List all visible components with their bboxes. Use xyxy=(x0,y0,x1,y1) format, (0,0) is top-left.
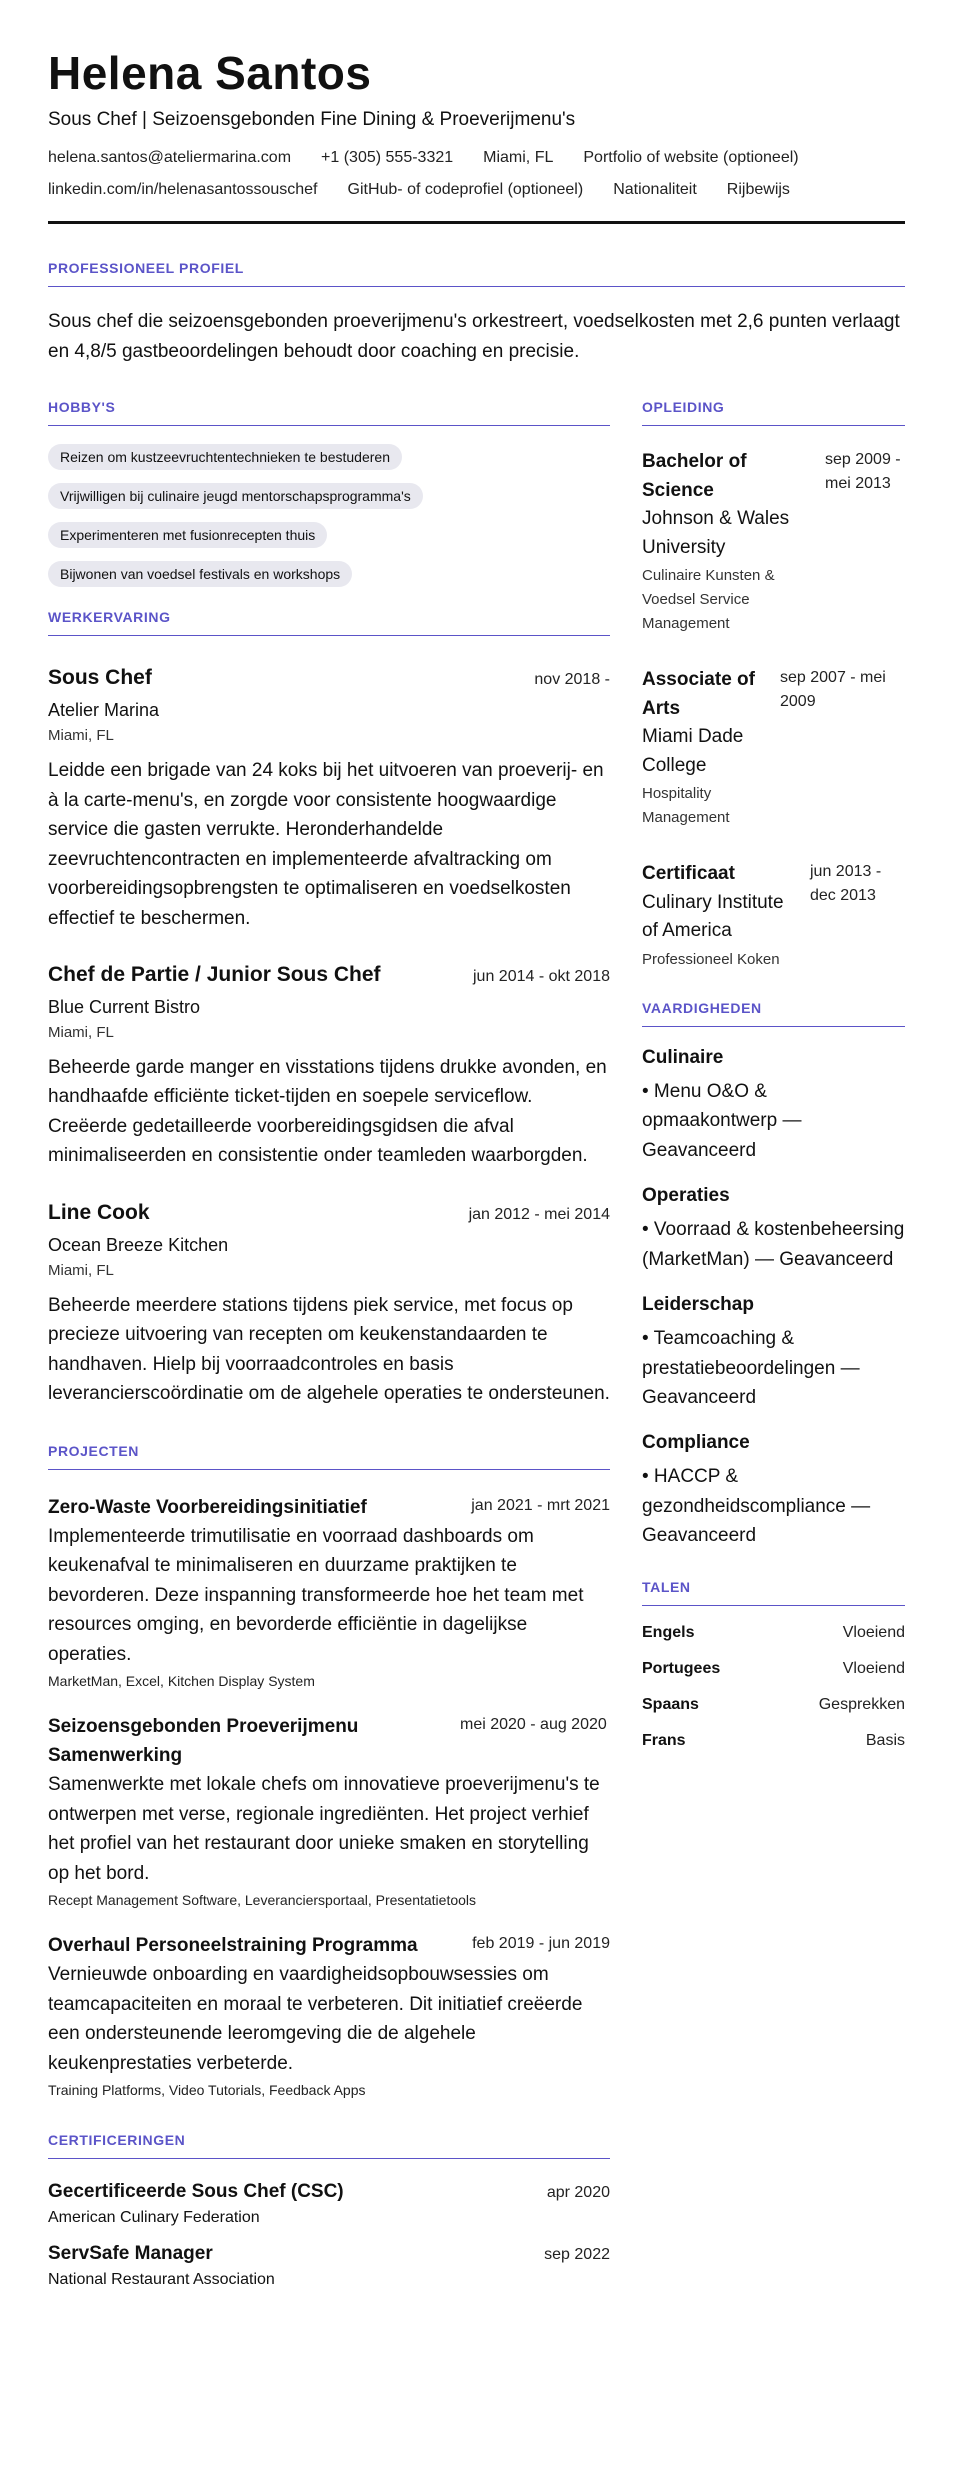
language-name: Spaans xyxy=(642,1695,699,1713)
certification-title: ServSafe Manager xyxy=(48,2243,213,2265)
hobby-chip: Experimenteren met fusionrecepten thuis xyxy=(48,522,327,548)
contact-row-2 xyxy=(48,181,905,199)
education-date: jun 2013 - dec 2013 xyxy=(810,863,882,905)
projects-section xyxy=(48,1443,610,2099)
two-column-layout xyxy=(48,399,905,2289)
language-name: Portugees xyxy=(642,1659,721,1677)
contact-location: Miami, FL xyxy=(483,148,554,166)
side-column xyxy=(642,399,905,2289)
job-entry xyxy=(48,963,610,1171)
project-date: jan 2021 - mrt 2021 xyxy=(471,1496,610,1514)
hobby-chip: Reizen om kustzeevruchtentechnieken te bestuderen xyxy=(48,444,402,470)
education-date: sep 2007 - mei 2009 xyxy=(780,669,886,711)
section-title-projects: PROJECTEN xyxy=(48,1443,610,1470)
hobby-chip: Bijwonen van voedsel festivals en workshops xyxy=(48,561,352,587)
job-entry xyxy=(48,666,610,933)
language-name: Engels xyxy=(642,1623,695,1641)
skill-item: • Voorraad & kostenbeheersing (MarketMan) — Geavanceerd xyxy=(642,1219,905,1270)
language-level: Vloeiend xyxy=(842,1623,905,1641)
contact-row-1 xyxy=(48,149,905,167)
certifications-section xyxy=(48,2132,610,2289)
job-company: Atelier Marina xyxy=(48,700,160,721)
project-tools: Training Platforms, Video Tutorials, Feedback Apps xyxy=(48,2082,366,2099)
language-row xyxy=(642,1696,905,1714)
hobbies-section xyxy=(48,399,610,587)
certification-date: apr 2020 xyxy=(546,2184,610,2202)
contact-nationality: Nationaliteit xyxy=(613,180,697,198)
section-title-skills: VAARDIGHEDEN xyxy=(642,1000,905,1027)
skill-group-name: Leiderschap xyxy=(642,1294,754,1316)
profile-section xyxy=(48,260,905,368)
certification-entry xyxy=(48,2181,610,2227)
education-degree: Associate of Arts xyxy=(642,669,755,719)
contact-github[interactable]: GitHub- of codeprofiel (optioneel) xyxy=(347,180,584,198)
header-divider xyxy=(48,221,905,224)
candidate-name: Helena Santos xyxy=(48,47,372,99)
section-title-hobbies: HOBBY'S xyxy=(48,399,610,426)
section-title-profile: PROFESSIONEEL PROFIEL xyxy=(48,260,905,287)
certification-issuer: American Culinary Federation xyxy=(48,2209,260,2227)
project-description: Implementeerde trimutilisatie en voorraad dashboards om keukenafval te minimaliseren en duurzame praktijken te bevorderen. Deze inspanning transformeerde hoe het team met resources omging, en bevorderde efficiëntie in dagelijkse operaties. xyxy=(48,1526,584,1665)
education-entry xyxy=(642,860,905,972)
skill-group xyxy=(642,1185,905,1274)
candidate-headline: Sous Chef | Seizoensgebonden Fine Dining & Proeverijmenu's xyxy=(48,108,576,130)
education-field: Professioneel Koken xyxy=(642,950,780,968)
contact-drivers-license: Rijbewijs xyxy=(726,180,790,198)
project-title: Overhaul Personeelstraining Programma xyxy=(48,1934,418,1956)
contact-linkedin[interactable]: linkedin.com/in/helenasantossouschef xyxy=(48,180,318,198)
project-entry xyxy=(48,1494,610,1690)
skill-group xyxy=(642,1294,905,1412)
skill-group-name: Culinaire xyxy=(642,1046,724,1068)
job-entry xyxy=(48,1201,610,1409)
job-location: Miami, FL xyxy=(48,1261,114,1279)
skill-group xyxy=(642,1432,905,1550)
skill-item: • Menu O&O & opmaakontwerp — Geavanceerd xyxy=(642,1080,802,1161)
project-title: Zero-Waste Voorbereidingsinitiatief xyxy=(48,1496,367,1518)
hobby-chip: Vrijwilligen bij culinaire jeugd mentorschapsprogramma's xyxy=(48,483,423,509)
project-date: mei 2020 - aug 2020 xyxy=(460,1716,607,1734)
job-date: jan 2012 - mei 2014 xyxy=(468,1205,610,1223)
project-tools: Recept Management Software, Leveranciersportaal, Presentatietools xyxy=(48,1891,477,1908)
job-location: Miami, FL xyxy=(48,1024,114,1041)
education-school: Miami Dade College xyxy=(642,726,744,776)
job-description: Beheerde garde manger en visstations tijdens drukke avonden, en handhaafde efficiënte ticket-tijden en soepele serviceflow. Creëerde gedetailleerde voorbereidingsgidsen die afval minimaliseerden en consistentie onder teamleden waarborgden. xyxy=(48,1057,607,1167)
section-title-certifications: CERTIFICERINGEN xyxy=(48,2132,610,2159)
skill-item: • Teamcoaching & prestatiebeoordelingen — Geavanceerd xyxy=(642,1328,860,1408)
education-school: Culinary Institute of America xyxy=(642,891,784,942)
project-entry xyxy=(48,1932,610,2098)
job-title: Chef de Partie / Junior Sous Chef xyxy=(48,963,381,986)
language-row xyxy=(642,1624,905,1642)
project-title: Seizoensgebonden Proeverijmenu Samenwerking xyxy=(48,1716,359,1766)
profile-summary: Sous chef die seizoensgebonden proeverijmenu's orkestreert, voedselkosten met 2,6 punten verlaagt en 4,8/5 gastbeoordelingen behoudt door coaching en precisie. xyxy=(48,310,900,362)
section-title-experience: WERKERVARING xyxy=(48,609,610,636)
project-tools: MarketMan, Excel, Kitchen Display System xyxy=(48,1673,315,1690)
job-date: nov 2018 - xyxy=(534,671,610,689)
skill-group xyxy=(642,1047,905,1165)
contact-phone: +1 (305) 555-3321 xyxy=(321,148,454,166)
hobby-list xyxy=(48,444,610,587)
project-description: Samenwerkte met lokale chefs om innovatieve proeverijmenu's te ontwerpen met verse, regionale ingrediënten. Het project verhief het profiel van het restaurant door unieke smaken en storytelling op het bord. xyxy=(48,1774,600,1884)
job-location: Miami, FL xyxy=(48,727,114,745)
certification-date: sep 2022 xyxy=(544,2246,610,2264)
language-name: Frans xyxy=(642,1731,686,1749)
education-field: Culinaire Kunsten & Voedsel Service Management xyxy=(642,567,775,633)
languages-section xyxy=(642,1579,905,1750)
education-degree: Certificaat xyxy=(642,863,735,885)
language-level: Basis xyxy=(865,1731,905,1749)
job-company: Ocean Breeze Kitchen xyxy=(48,1234,229,1255)
section-title-education: OPLEIDING xyxy=(642,399,905,426)
education-entry xyxy=(642,666,905,830)
education-section xyxy=(642,399,905,972)
job-company: Blue Current Bistro xyxy=(48,997,201,1017)
language-level: Gesprekken xyxy=(818,1695,905,1713)
skills-section xyxy=(642,1000,905,1551)
education-degree: Bachelor of Science xyxy=(642,451,747,501)
education-entry xyxy=(642,448,905,636)
main-column xyxy=(48,399,610,2289)
certification-title: Gecertificeerde Sous Chef (CSC) xyxy=(48,2181,344,2203)
project-date: feb 2019 - jun 2019 xyxy=(472,1934,610,1952)
education-date: sep 2009 - mei 2013 xyxy=(825,451,901,493)
education-field: Hospitality Management xyxy=(642,785,730,827)
project-entry xyxy=(48,1713,610,1908)
certification-issuer: National Restaurant Association xyxy=(48,2271,275,2289)
education-school: Johnson & Wales University xyxy=(642,508,790,558)
language-row xyxy=(642,1732,905,1750)
skill-group-name: Compliance xyxy=(642,1432,750,1454)
skill-group-name: Operaties xyxy=(642,1185,730,1207)
job-description: Beheerde meerdere stations tijdens piek service, met focus op precieze uitvoering van recepten om keukenstandaarden te handhaven. Hielp bij voorraadcontroles en basis leverancierscoördinatie om de algehele operaties te ondersteunen. xyxy=(48,1294,610,1405)
contact-portfolio[interactable]: Portfolio of website (optioneel) xyxy=(583,148,799,166)
language-row xyxy=(642,1660,905,1678)
resume-header xyxy=(48,48,905,224)
contact-email[interactable]: helena.santos@ateliermarina.com xyxy=(48,148,292,166)
experience-section xyxy=(48,609,610,1408)
section-title-languages: TALEN xyxy=(642,1579,905,1606)
job-title: Sous Chef xyxy=(48,666,152,690)
job-date: jun 2014 - okt 2018 xyxy=(473,968,610,985)
job-title: Line Cook xyxy=(48,1200,150,1224)
job-description: Leidde een brigade van 24 koks bij het uitvoeren van proeverij- en à la carte-menu's, en zorgde voor consistente hoogwaardige service die gasten verrukte. Heronderhandelde zeevruchtencontracten en implementeerde afvaltracking om voorbereidingsopbrengsten te optimaliseren en voedselkosten effectief te beschermen. xyxy=(48,760,604,929)
certification-entry xyxy=(48,2243,610,2289)
language-level: Vloeiend xyxy=(842,1659,905,1677)
skill-item: • HACCP & gezondheidscompliance — Geavanceerd xyxy=(642,1466,871,1547)
project-description: Vernieuwde onboarding en vaardigheidsopbouwsessies om teamcapaciteiten en moraal te verbeteren. Dit initiatief creëerde een ondersteunende leeromgeving die de algehele keukenprestaties verbeterde. xyxy=(48,1964,583,2074)
